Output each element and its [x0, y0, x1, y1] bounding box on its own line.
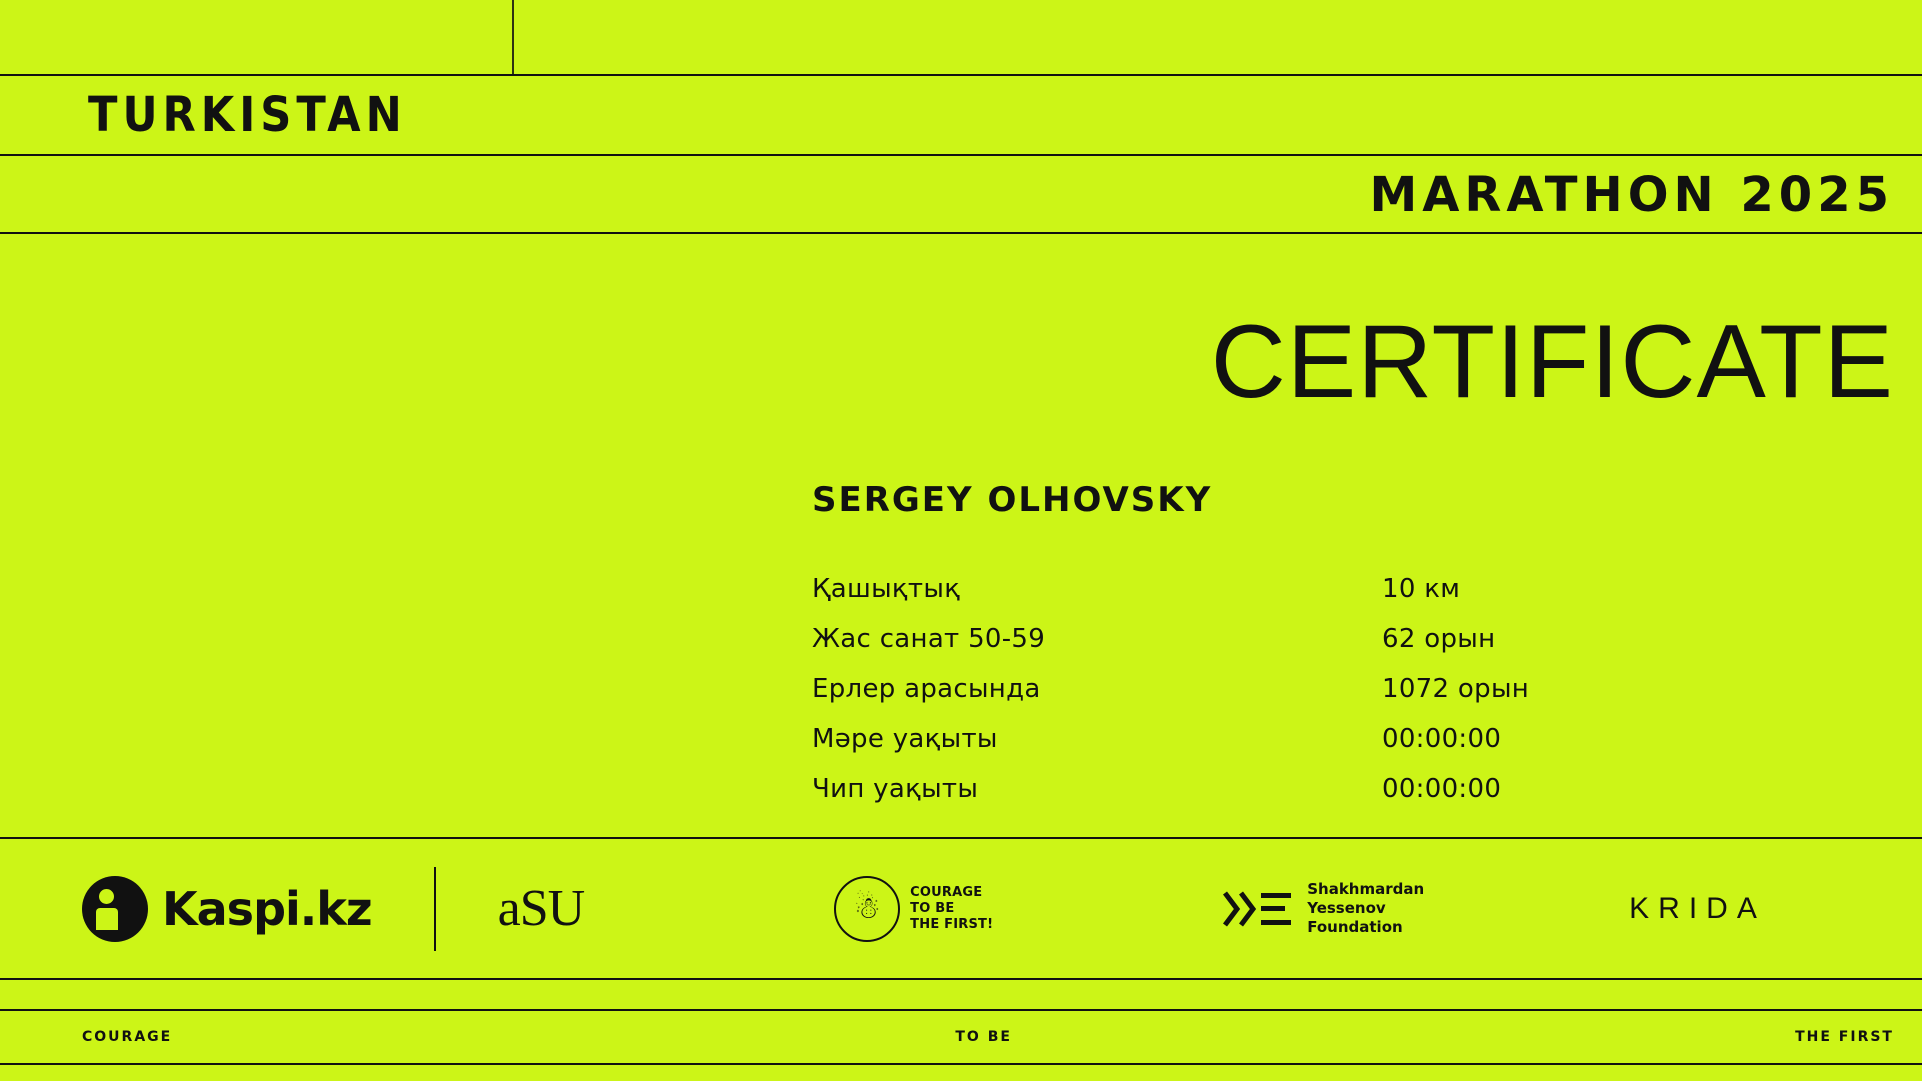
- yessenov-logo-icon: [1223, 889, 1295, 929]
- sponsor-kaspi-label: Kaspi.kz: [162, 881, 372, 936]
- result-value: 62 орын: [1382, 624, 1496, 654]
- divider-line-below-sponsors: [0, 978, 1922, 980]
- results-table: [812, 572, 1642, 822]
- footer-middle: TO BE: [955, 1029, 1012, 1045]
- result-value: 00:00:00: [1382, 724, 1502, 754]
- result-label: Чип уақыты: [812, 774, 979, 804]
- result-value: 10 км: [1382, 574, 1461, 604]
- result-label: Жас санат 50-59: [812, 624, 1046, 654]
- runner-name: SERGEY OLHOVSKY: [812, 480, 1213, 520]
- table-row: [812, 572, 1642, 606]
- divider-line-below-header: [0, 232, 1922, 234]
- divider-line-mid-header: [0, 154, 1922, 156]
- sponsor-separator: [434, 867, 436, 951]
- sponsor-asu: [498, 839, 585, 978]
- divider-line-top: [0, 74, 1922, 76]
- sponsor-corporate-fund: [834, 839, 993, 978]
- sponsor-krida: KRIDA: [1629, 891, 1766, 925]
- sponsor-asu-label: aSU: [497, 880, 585, 937]
- footer-right: THE FIRST: [1795, 1029, 1894, 1045]
- header-vertical-tick: [512, 0, 514, 74]
- courage-line-2: TO BE: [910, 900, 955, 916]
- page-title: CERTIFICATE: [1210, 304, 1894, 420]
- courage-line-1: COURAGE: [910, 884, 983, 900]
- result-value: 00:00:00: [1382, 774, 1502, 804]
- event-name-label: MARATHON 2025: [1369, 167, 1894, 223]
- yessenov-line-1: Shakhmardan: [1307, 880, 1425, 898]
- table-row: [812, 672, 1642, 706]
- courage-figure-icon: [834, 876, 900, 942]
- result-value: 1072 орын: [1382, 674, 1530, 704]
- footer-slogan: [0, 1011, 1922, 1063]
- footer-left: COURAGE: [82, 1029, 173, 1045]
- sponsor-kaspi: [82, 839, 372, 978]
- yessenov-line-2: Yessenov: [1307, 899, 1386, 917]
- sponsor-yessenov-foundation: [1223, 839, 1424, 978]
- courage-line-3: THE FIRST!: [910, 916, 994, 932]
- yessenov-line-3: Foundation: [1307, 918, 1403, 936]
- table-row: [812, 622, 1642, 656]
- sponsor-yessenov-label: [1307, 880, 1424, 937]
- person-icon: ☃: [853, 891, 881, 925]
- sponsor-row: [0, 839, 1922, 978]
- result-label: Мәре уақыты: [812, 724, 998, 754]
- table-row: [812, 772, 1642, 806]
- divider-line-bottom: [0, 1063, 1922, 1065]
- result-label: Ерлер арасында: [812, 674, 1041, 704]
- sponsor-corporate-fund-label: [910, 885, 993, 933]
- kaspi-logo-icon: [82, 876, 148, 942]
- table-row: [812, 722, 1642, 756]
- result-label: Қашықтық: [812, 574, 961, 604]
- event-city-label: TURKISTAN: [88, 87, 407, 143]
